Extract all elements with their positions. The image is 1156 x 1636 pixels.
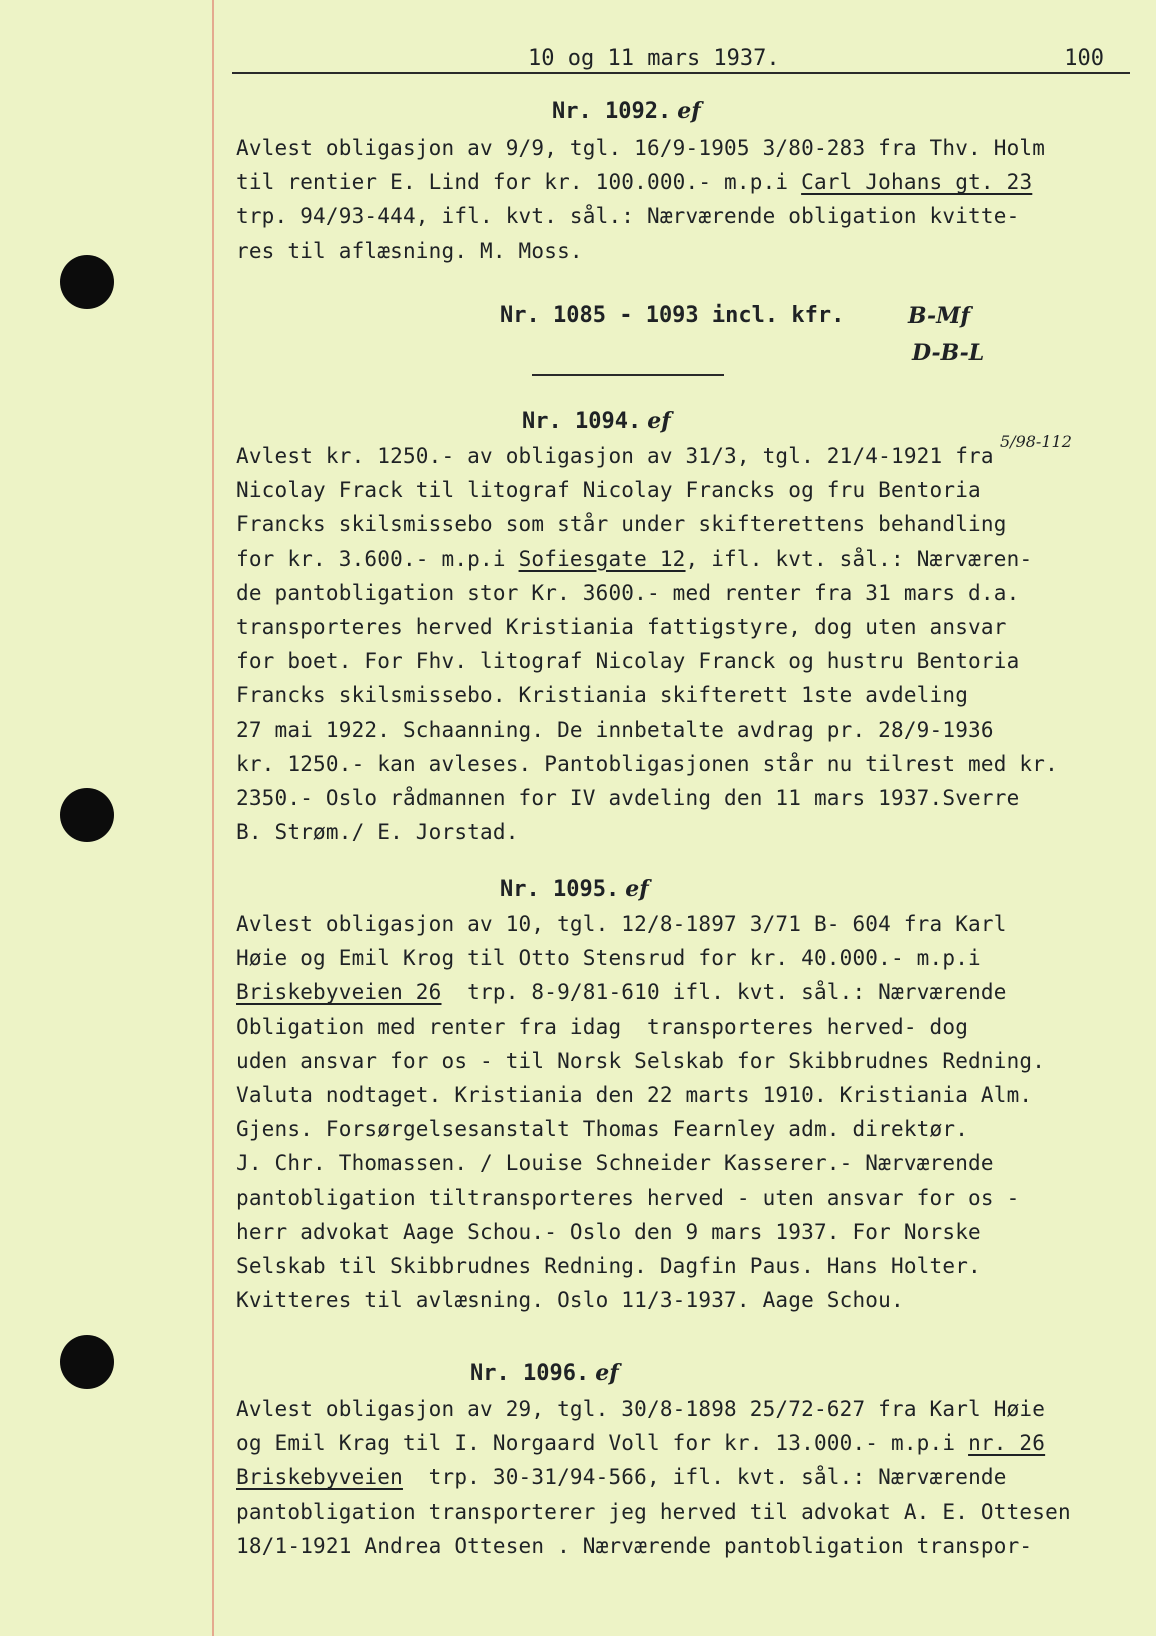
- entry-line: [236, 165, 1136, 199]
- margin-rule: [212, 0, 214, 1636]
- page-header: [232, 44, 1130, 74]
- property-address: Briskebyveien 26: [236, 980, 442, 1005]
- entry-line: uden ansvar for os - til Norsk Selskab for Skibbrudnes Redning.: [236, 1048, 1046, 1073]
- entry-line: 18/1-1921 Andrea Ottesen . Nærværende pantobligation transpor-: [236, 1533, 1033, 1558]
- entry-line: de pantobligation stor Kr. 3600.- med renter fra 31 mars d.a.: [236, 580, 1020, 605]
- property-address: Sofiesgate 12: [518, 546, 686, 571]
- entry-line: Kvitteres til avlæsning. Oslo 11/3-1937. Aage Schou.: [236, 1288, 904, 1313]
- entry-line: trp. 94/93-444, ifl. kvt. sål.: Nærværende obligation kvitte-: [236, 204, 1020, 229]
- entry-line: Avlest kr. 1250.- av obligasjon av 31/3, tgl. 21/4-1921 fra: [236, 444, 994, 468]
- property-address: nr. 26: [968, 1431, 1046, 1456]
- handwritten-initials: D-B-L: [912, 340, 985, 366]
- range-note: Nr. 1085 - 1093 incl. kfr.: [500, 303, 845, 328]
- punch-hole: [60, 1335, 114, 1389]
- entry-text: [236, 439, 1136, 849]
- entry-text: [236, 1392, 1136, 1563]
- entry-line: kr. 1250.- kan avleses. Pantobligasjonen står nu tilrest med kr.: [236, 751, 1058, 776]
- entry-line-part: og Emil Krag til I. Norgaard Voll for kr. 13.000.- m.p.i: [236, 1431, 969, 1456]
- entry-line: for boet. For Fhv. litograf Nicolay Franck og hustru Bentoria: [236, 649, 1020, 674]
- entry-line: res til aflæsning. M. Moss.: [236, 238, 583, 263]
- entry-number-text: Nr. 1092.: [552, 99, 672, 124]
- entry-line: 27 mai 1922. Schaanning. De innbetalte avdrag pr. 28/9-1936: [236, 717, 994, 742]
- entry-line: Francks skilsmissebo. Kristiania skifterett 1ste avdeling: [236, 683, 969, 708]
- punch-hole: [60, 255, 114, 309]
- entry-number: [500, 876, 649, 902]
- entry-line: 2350.- Oslo rådmannen for IV avdeling den 11 mars 1937.Sverre: [236, 786, 1020, 811]
- entry-line: Obligation med renter fra idag transporteres herved- dog: [236, 1014, 969, 1039]
- entry-number-text: Nr. 1096.: [470, 1361, 590, 1386]
- entry-line: B. Strøm./ E. Jorstad.: [236, 820, 519, 845]
- entry-line-part: for kr. 3.600.- m.p.i: [236, 546, 519, 571]
- entry-line: Gjens. Forsørgelsesanstalt Thomas Fearnley adm. direktør.: [236, 1117, 969, 1142]
- entry-number: [470, 1360, 619, 1386]
- entry-line: pantobligation tiltransporteres herved - uten ansvar for os -: [236, 1185, 1020, 1210]
- entry-number: [522, 408, 671, 434]
- section-divider: [532, 374, 724, 376]
- entry-line: Francks skilsmissebo som står under skifterettens behandling: [236, 512, 1007, 537]
- property-address: Carl Johans gt. 23: [801, 170, 1033, 195]
- page-number: 100: [1064, 46, 1104, 71]
- margin-note: 5/98-112: [1000, 432, 1072, 451]
- entry-line: Selskab til Skibbrudnes Redning. Dagfin Paus. Hans Holter.: [236, 1254, 981, 1279]
- property-address: Briskebyveien: [236, 1465, 403, 1490]
- entry-line: J. Chr. Thomassen. / Louise Schneider Kasserer.- Nærværende: [236, 1151, 994, 1176]
- entry-line-part: trp. 30-31/94-566, ifl. kvt. sål.: Nærværende: [402, 1465, 1007, 1490]
- entry-text: [236, 131, 1136, 268]
- entry-line-part: , ifl. kvt. sål.: Nærværen-: [685, 546, 1033, 571]
- entry-line: [236, 975, 1136, 1009]
- entry-line: Høie og Emil Krog til Otto Stensrud for kr. 40.000.- m.p.i: [236, 946, 981, 971]
- header-date: 10 og 11 mars 1937.: [528, 46, 780, 71]
- handwritten-mark: ef: [677, 98, 701, 124]
- entry-line: Nicolay Frack til litograf Nicolay Francks og fru Bentoria: [236, 478, 981, 503]
- entry-text: [236, 907, 1136, 1317]
- entry-line: Avlest obligasjon av 29, tgl. 30/8-1898 25/72-627 fra Karl Høie: [236, 1397, 1046, 1421]
- entry-line: transporteres herved Kristiania fattigstyre, dog uten ansvar: [236, 615, 1007, 640]
- punch-hole: [60, 788, 114, 842]
- handwritten-mark: ef: [625, 876, 649, 902]
- entry-line: herr advokat Aage Schou.- Oslo den 9 mars 1937. For Norske: [236, 1219, 981, 1244]
- entry-line: [236, 1460, 1136, 1494]
- handwritten-initials: B-Mf: [908, 303, 970, 329]
- entry-line-part: trp. 8-9/81-610 ifl. kvt. sål.: Nærværende: [441, 980, 1007, 1005]
- entry-line: [236, 1426, 1136, 1460]
- handwritten-mark: ef: [595, 1360, 619, 1386]
- entry-line: Avlest obligasjon av 10, tgl. 12/8-1897 3/71 B- 604 fra Karl: [236, 912, 1007, 936]
- entry-line: Valuta nodtaget. Kristiania den 22 marts 1910. Kristiania Alm.: [236, 1083, 1033, 1108]
- entry-line: [236, 542, 1136, 576]
- entry-line-part: til rentier E. Lind for kr. 100.000.- m.p.i: [236, 170, 802, 195]
- entry-line: pantobligation transporterer jeg herved til advokat A. E. Ottesen: [236, 1499, 1071, 1524]
- entry-number-text: Nr. 1094.: [522, 409, 642, 434]
- entry-line: Avlest obligasjon av 9/9, tgl. 16/9-1905 3/80-283 fra Thv. Holm: [236, 136, 1046, 160]
- entry-number-text: Nr. 1095.: [500, 877, 620, 902]
- handwritten-mark: ef: [647, 408, 671, 434]
- entry-number: [552, 98, 701, 124]
